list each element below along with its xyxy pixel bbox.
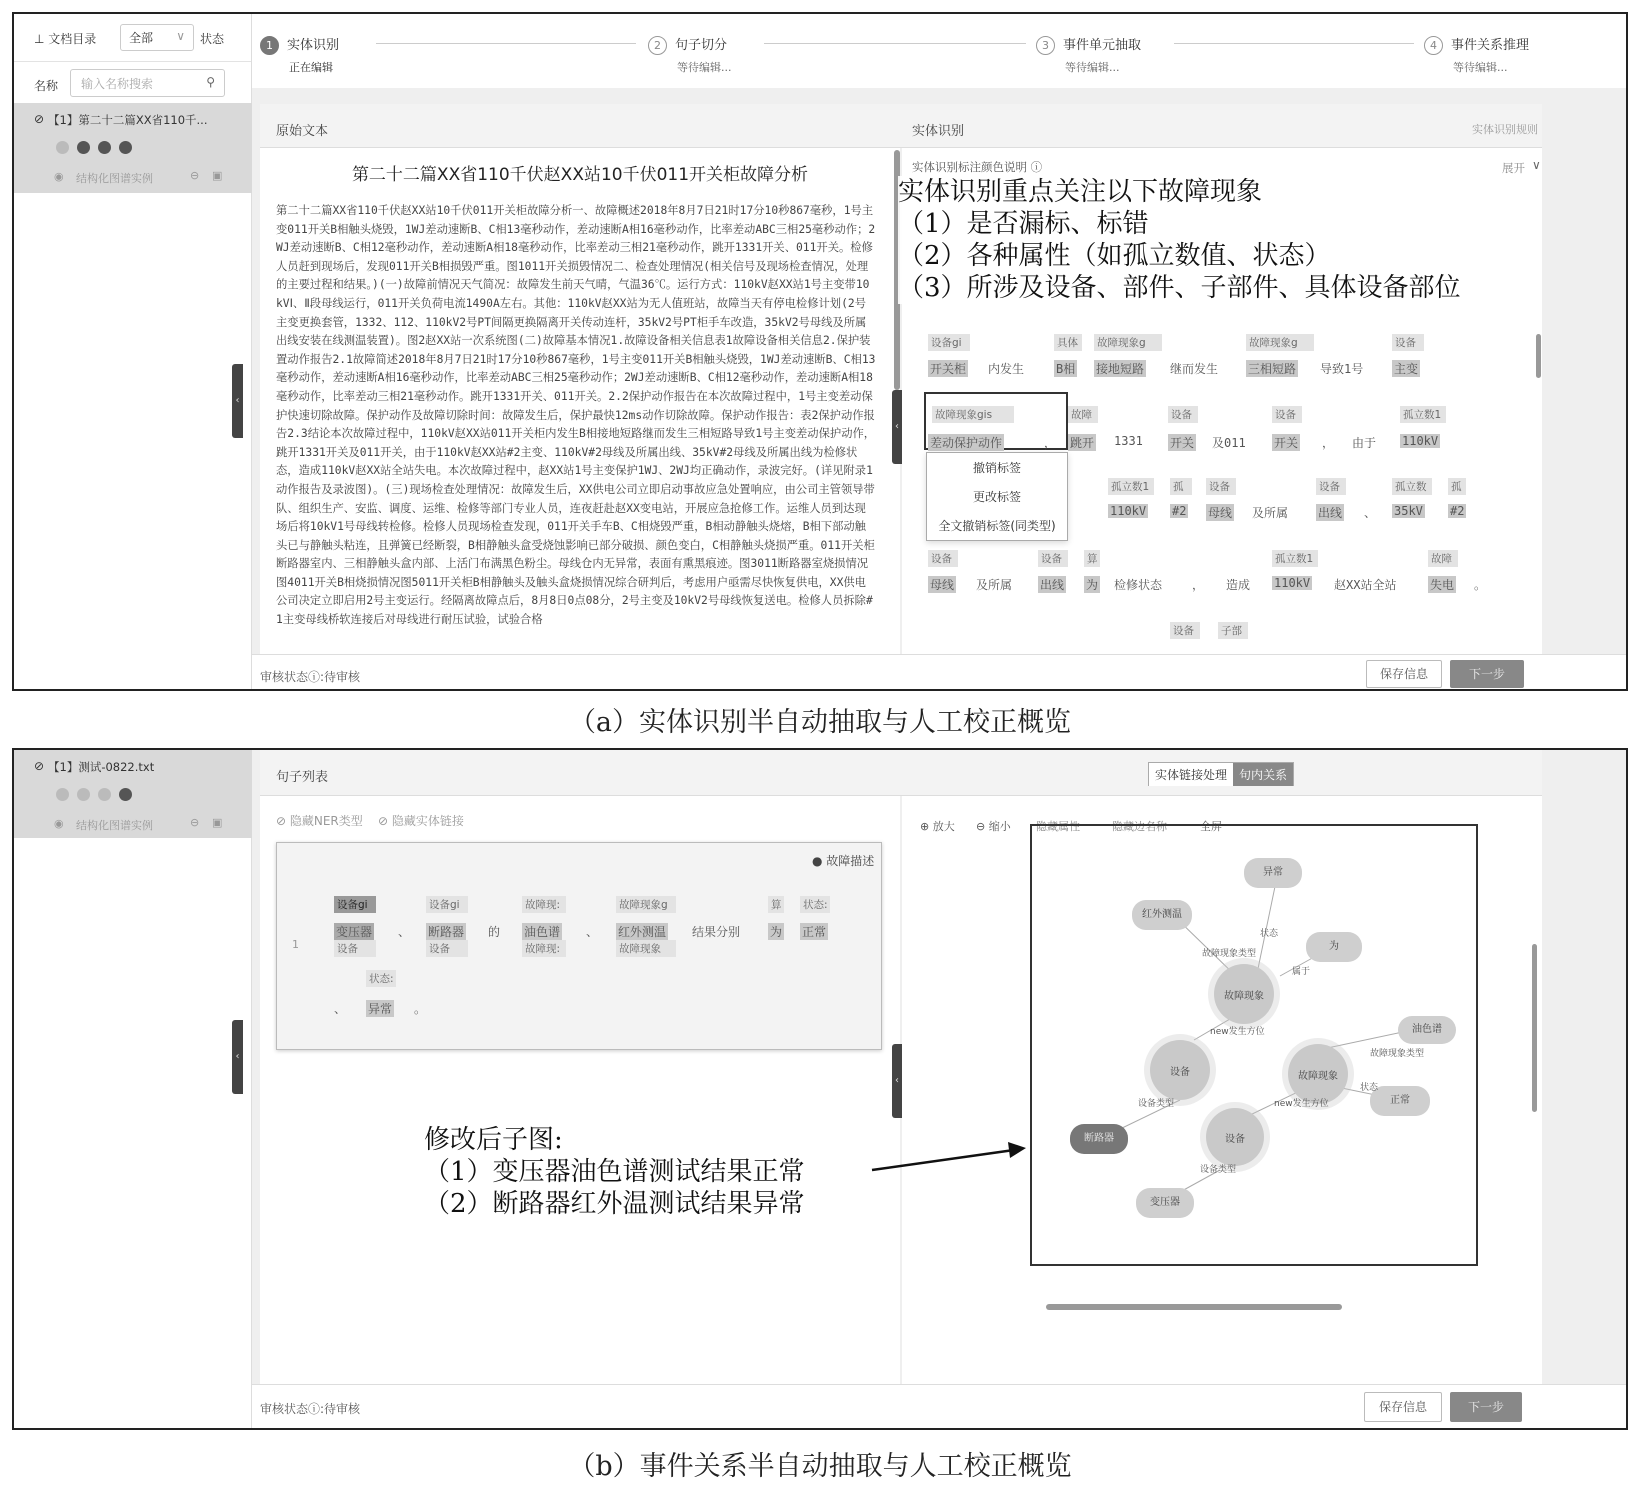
entity-token[interactable]: 异常 [368, 1002, 393, 1016]
review-status: 审核状态ⓘ:待审核 [260, 670, 361, 684]
document-title: 【1】第二十二篇XX省110千... [48, 113, 208, 127]
step-entity-recognition[interactable] [260, 34, 339, 75]
edge-label: 状态 [1360, 1083, 1379, 1093]
text-token: ， [1322, 436, 1335, 450]
expand-toggle[interactable]: 展开 [1502, 161, 1525, 175]
entity-label[interactable]: 算 [768, 896, 784, 913]
sentence-index: 1 [292, 938, 299, 951]
text-token: ， [1192, 578, 1205, 592]
progress-dot [77, 141, 90, 154]
entity-label[interactable]: 设备 [1038, 550, 1068, 567]
next-step-button[interactable]: 下一步 [1450, 1392, 1522, 1422]
entity-token[interactable]: 开关柜 [930, 362, 967, 376]
text-token: 结果分别 [692, 925, 741, 939]
edge-label: 故障现象类型 [1370, 1049, 1425, 1059]
filter-select[interactable] [120, 24, 194, 51]
entity-token[interactable]: 正常 [802, 925, 827, 939]
sidebar-collapse-handle[interactable]: ‹ [232, 364, 243, 438]
entity-label[interactable]: 设备gi [334, 896, 376, 913]
chevron-down-icon: ∨ [176, 29, 185, 43]
color-legend-label[interactable]: 实体识别标注颜色说明 ⓘ [912, 160, 1043, 174]
entity-token[interactable]: 主变 [1394, 362, 1419, 376]
annotation-line: 修改后子图: [424, 1125, 563, 1155]
entity-label[interactable]: 孤 [1448, 478, 1466, 495]
entity-token[interactable]: 变压器 [336, 925, 373, 939]
entity-label[interactable]: 孤立数1 [1108, 478, 1154, 495]
caption-a: （a）实体识别半自动抽取与人工校正概览 [568, 707, 1072, 738]
entity-token[interactable]: B相 [1056, 362, 1076, 376]
status-label[interactable]: 状态 [200, 32, 225, 46]
fullscreen-button[interactable]: 全屏 [1200, 820, 1222, 833]
text-token: 、 [398, 925, 411, 939]
annotation-line: （2）各种属性（如孤立数值、状态） [898, 241, 1331, 271]
tab-entity-link[interactable]: 实体链接处理 [1149, 763, 1233, 786]
progress-dots [56, 141, 140, 158]
entity-label[interactable]: 孤立数1 [1400, 406, 1446, 423]
text-token: 、 [1364, 506, 1377, 520]
entity-link-label[interactable]: 设备 [334, 940, 376, 957]
name-label: 名称 [34, 79, 59, 93]
graph-node-device[interactable]: 设备 [1206, 1108, 1264, 1166]
save-button[interactable]: 保存信息 [1366, 660, 1442, 688]
panel-entity-recognition [12, 12, 1628, 691]
entity-scrollbar[interactable] [1536, 334, 1541, 378]
entity-label[interactable]: 故障 [1428, 550, 1458, 567]
search-placeholder: 输入名称搜索 [81, 77, 154, 91]
annotation-line: （3）所涉及设备、部件、子部件、具体设备部位 [898, 273, 1461, 303]
entity-label[interactable]: 孤立数 [1392, 478, 1432, 495]
entity-token[interactable]: 母线 [1208, 506, 1233, 520]
text-token: ， [1044, 436, 1057, 450]
entity-token[interactable]: 开关 [1274, 436, 1299, 450]
chevron-down-icon[interactable]: ∨ [1532, 158, 1541, 172]
progress-dot [98, 141, 111, 154]
text-token: 检修状态 [1114, 578, 1163, 592]
step-number: 4 [1424, 36, 1443, 55]
remove-icon[interactable]: ⊖ [190, 169, 200, 182]
graph-node-abnormal[interactable]: 异常 [1244, 858, 1302, 888]
step-number: 2 [648, 36, 667, 55]
entity-label[interactable]: 故障 [1068, 406, 1098, 423]
graph-node-infrared-temp[interactable]: 红外测温 [1132, 900, 1192, 930]
hide-ner-label: 隐藏NER类型 [289, 814, 363, 828]
entity-label[interactable]: 故障现象g [1094, 334, 1162, 351]
entity-label[interactable]: 设备 [1316, 478, 1346, 495]
entity-label[interactable]: 设备 [1272, 406, 1302, 423]
entity-token[interactable]: 红外测温 [618, 925, 667, 939]
sidebar-toolbar [14, 14, 251, 62]
paperclip-icon: ⊘ [34, 112, 45, 126]
filter-value: 全部 [129, 31, 154, 45]
sidebar [14, 14, 252, 689]
step-connector [376, 43, 636, 44]
graph-instance-link[interactable]: 结构化图谱实例 [76, 819, 153, 832]
sentence-list-heading: 句子列表 [276, 770, 329, 785]
edge-label: 故障现象类型 [1202, 949, 1257, 959]
annotation-line: （2）断路器红外温测试结果异常 [424, 1189, 805, 1219]
text-token: 、 [334, 1002, 347, 1016]
entity-link-label[interactable]: 故障现象 [616, 940, 676, 957]
entity-label[interactable]: 设备 [1168, 406, 1198, 423]
entity-token[interactable]: 110kV [1402, 434, 1439, 448]
entity-token[interactable]: 母线 [930, 578, 955, 592]
document-heading: 第二十二篇XX省110千伏赵XX站10千伏011开关柜故障分析 [351, 165, 809, 185]
text-token: 及所属 [976, 578, 1013, 592]
step-connector [1174, 43, 1414, 44]
entity-label[interactable]: 故障现象g [616, 896, 676, 913]
entity-label[interactable]: 设备 [1392, 334, 1424, 351]
export-icon[interactable]: ▣ [212, 816, 223, 829]
sidebar-collapse-handle[interactable]: ‹ [232, 1020, 243, 1094]
search-input[interactable] [70, 69, 225, 97]
entity-token[interactable]: 为 [770, 925, 783, 939]
step-sentence-split[interactable] [648, 34, 732, 75]
entity-token[interactable]: 三相短路 [1248, 362, 1297, 376]
text-token: 赵XX站全站 [1334, 578, 1397, 592]
entity-token[interactable]: 油色谱 [524, 925, 561, 939]
eye-icon[interactable]: ◉ [54, 817, 64, 830]
step-status: 等待编辑... [677, 61, 732, 74]
edge-label: 设备类型 [1138, 1099, 1175, 1109]
edge-label: 属于 [1292, 967, 1311, 977]
entity-token[interactable]: #2 [1450, 504, 1465, 518]
document-title: 【1】测试-0822.txt [48, 760, 155, 774]
graph-node-normal[interactable]: 正常 [1370, 1086, 1430, 1116]
edge-label: new发生方位 [1210, 1027, 1265, 1037]
step-event-unit-extraction[interactable] [1036, 34, 1141, 75]
raw-text-body: 第二十二篇XX省110千伏赵XX站10千伏011开关柜故障分析一、故障概述2018年8月7日21时17分10秒867毫秒，1号主变011开关B相触头烧毁，1WJ差动速断B、C相13毫秒动作，差动速断A相16毫秒动作，比率差动ABC三相25毫秒动作；2WJ差动速断B、C相12毫秒动作，差动速断A相18毫秒动作，比率差动三相21毫秒动作，跳开1331开关、011开关。检修人员赶到现场后，发现011开关B相损毁严重。图1011开关损毁情况二、检查处理情况(相关信号及现场检查情况，处理的主要过程和结果。)(一)故障前情况天气简况：故障发生前天气晴，气温36℃。运行方式：110kV赵XX站1号主变带10kVⅠ、Ⅱ段母线运行，011开关负荷电流1490A左右。其他：110kV赵XX站为无人值班站，故障当天有停电检修计划(2号主变更换套管，1332、112、110kV2号PT间隔更换隔离开关传动连杆，35kV2号PT柜手车改造，35kV2号母线及所属出线安装在线测温装置)。图2赵XX站一次系统图(二)故障基本情况1.故障设备相关信息表1故障设备相关信息2.保护装置动作报告2.1故障简述2018年8月7日21时17分10秒867毫秒，1号主变011开关B相触头烧毁，1WJ差动速断B、C相13毫秒动作，差动速断A相16毫秒动作，比率差动ABC三相25毫秒动作；2WJ差动速断B、C相12毫秒动作，差动速断A相18毫秒动作，比率差动三相21毫秒动作。跳开1331开关、011开关。2.2保护动作报告在本次故障过程中，1号主变差动保护快速切除故障。保护动作及故障切除时间：故障发生后，保护最快12ms动作切除故障。保护动作报告：表2保护动作报告2.3结论本次故障过程中，110kV赵XX站011开关柜内发生B相接地短路继而发生三相短路导致1号主变差动保护动作，跳开1331开关及011开关，由于110kV赵XX站#2主变、110kV#2母线及所属出线、35kV#2母线及所属出线为检修状态，造成110kV赵XX站全站失电。本次故障过程中，赵XX站1号主变保护1WJ、2WJ均正确动作，录波完好。(详见附录1动作报告及录波图)。(三)现场检查处理情况：故障发生后，XX供电公司立即启动事故应急处置响应，由公司主管领导带队、组织生产、安监、调度、运维、检修等部门专业人员，连夜赶赴赵XX变电站，开展应急抢修工作。运维人员到达现场后将10kV1号母线转检修。检修人员现场检查发现，011开关手车B、C相烧毁严重，B相动静触头烧熔，B相下部动触头已与静触头粘连，且弹簧已经断裂，B相静触头盒受烧蚀影响已部分破损、颜色变白，C相静触头烧损严重。011开关柜断路器室内、三相静触头盒内部、上活门布满黑色粉尘。母线仓内无异常，表面有熏黑痕迹。图3011断路器室烧损情况图4011开关B相烧损情况图5011开关柜B相静触头及触头盒烧损情况综合研判后，考虑用户亟需尽快恢复供电，XX供电公司决定立即启用2号主变运行。经隔离故障点后，8月8日0点08分，2号主变及10kV2号母线恢复送电。检修人员拆除#1主变母线桥软连接后对母线进行耐压试验，试验合格 [276, 204, 876, 627]
graph-node-transformer[interactable]: 变压器 [1136, 1188, 1194, 1218]
text-token: 的 [488, 925, 501, 939]
progress-dot [119, 141, 132, 154]
fault-description-tag: ● 故障描述 [812, 854, 875, 868]
entity-rules-link[interactable]: 实体识别规则 [1472, 123, 1538, 136]
step-label: 事件单元抽取 [1063, 38, 1142, 53]
step-status: 等待编辑... [1065, 61, 1120, 74]
annotation-line: （1）是否漏标、标错 [898, 209, 1149, 239]
annotation-arrow [14, 750, 1628, 1430]
edge-label: 设备类型 [1200, 1165, 1237, 1175]
entity-label[interactable]: 状态: [366, 970, 396, 987]
annotation-line: （1）变压器油色谱测试结果正常 [424, 1157, 805, 1187]
entity-token[interactable]: 失电 [1430, 578, 1455, 592]
entity-token[interactable]: 出线 [1318, 506, 1343, 520]
step-number: 1 [260, 36, 279, 55]
graph-node-wei[interactable]: 为 [1306, 932, 1362, 962]
text-token: 继而发生 [1170, 362, 1219, 376]
zoom-in-button[interactable]: ⊕ 放大 [920, 820, 955, 833]
graph-node-fault-phenomenon[interactable]: 故障现象 [1288, 1044, 1348, 1104]
entity-label[interactable]: 故障现: [522, 896, 566, 913]
zoom-out-button[interactable]: ⊖ 缩小 [976, 820, 1011, 833]
hide-edge-names-button[interactable]: 隐藏边名称 [1112, 820, 1167, 833]
document-list-item[interactable] [14, 103, 252, 193]
step-status: 等待编辑... [1453, 61, 1508, 74]
text-token: 内发生 [988, 362, 1025, 376]
step-number: 3 [1036, 36, 1055, 55]
edge-label: 状态 [1260, 929, 1279, 939]
entity-label[interactable]: 具体 [1054, 334, 1082, 351]
annotation-focus-note [898, 176, 1461, 304]
entity-label[interactable]: 设备gi [426, 896, 468, 913]
hide-ner-toggle[interactable]: ⊘ 隐藏NER类型 [276, 814, 363, 828]
entity-label[interactable]: 设备 [1170, 622, 1200, 639]
entity-heading: 实体识别 [912, 124, 965, 139]
entity-link-label[interactable]: 设备 [426, 940, 468, 957]
entity-label[interactable]: 故障现象g [1246, 334, 1314, 351]
entity-label[interactable]: 设备gi [928, 334, 970, 351]
entity-token[interactable]: 断路器 [428, 925, 465, 939]
entity-token[interactable]: 110kV [1110, 504, 1147, 518]
hide-entity-link-label: 隐藏实体链接 [391, 814, 464, 828]
raw-text-heading: 原始文本 [276, 124, 329, 139]
panel-collapse-handle[interactable]: ‹ [892, 390, 902, 464]
panel-event-relation [12, 748, 1628, 1430]
panel-collapse-handle[interactable]: ‹ [892, 1044, 902, 1118]
text-token: 由于 [1352, 436, 1377, 450]
hide-entity-link-toggle[interactable]: ⊘ 隐藏实体链接 [378, 814, 464, 828]
edge-label: new发生方位 [1274, 1099, 1329, 1109]
step-label: 句子切分 [675, 38, 728, 53]
text-token: 。 [1474, 578, 1487, 592]
entity-context-menu [926, 452, 1068, 541]
tab-intra-sentence-relation[interactable]: 句内关系 [1233, 763, 1293, 786]
text-token: 、 [586, 925, 599, 939]
entity-token[interactable]: 跳开 [1070, 436, 1095, 450]
hide-attributes-button[interactable]: 隐藏属性 [1036, 820, 1080, 833]
text-token: 及011 [1212, 436, 1246, 450]
step-connector [764, 43, 1026, 44]
entity-token[interactable]: 差动保护动作 [930, 436, 1003, 450]
entity-link-label[interactable]: 故障现: [522, 940, 566, 957]
text-token: 。 [414, 1002, 427, 1016]
entity-label[interactable]: 子部 [1218, 622, 1248, 639]
graph-node-oil-chromatography[interactable]: 油色谱 [1398, 1016, 1456, 1044]
text-token: 及所属 [1252, 506, 1289, 520]
text-token: 导致1号 [1320, 362, 1364, 376]
entity-label[interactable]: 算 [1084, 550, 1100, 567]
entity-token[interactable]: 开关 [1170, 436, 1195, 450]
entity-label[interactable]: 故障现象gis [932, 406, 1014, 423]
entity-token[interactable]: 为 [1086, 578, 1099, 592]
menu-item-remove-all-labels[interactable]: 全文撤销标签(同类型) [938, 519, 1056, 533]
entity-token[interactable]: #2 [1172, 504, 1187, 518]
search-icon: ⚲ [206, 75, 215, 89]
entity-label[interactable]: 孤 [1170, 478, 1192, 495]
graph-instance-link[interactable]: 结构化图谱实例 [76, 172, 153, 185]
entity-label[interactable]: 孤立数1 [1272, 550, 1318, 567]
step-status: 正在编辑 [289, 61, 333, 74]
menu-item-change-label[interactable]: 更改标签 [972, 490, 1021, 504]
text-token: 1331 [1114, 434, 1143, 448]
export-icon[interactable]: ▣ [212, 169, 223, 182]
text-token: 造成 [1226, 578, 1251, 592]
step-event-relation-reasoning[interactable] [1424, 34, 1529, 75]
save-button[interactable]: 保存信息 [1364, 1392, 1442, 1422]
paperclip-icon: ⊘ [34, 759, 45, 773]
entity-label[interactable]: 设备 [1206, 478, 1236, 495]
entity-token[interactable]: 35kV [1394, 504, 1423, 518]
entity-token[interactable]: 接地短路 [1096, 362, 1145, 376]
panel-head-bg [260, 104, 1542, 148]
step-label: 事件关系推理 [1451, 38, 1530, 53]
caption-b: （b）事件关系半自动抽取与人工校正概览 [568, 1451, 1072, 1482]
step-label: 实体识别 [287, 38, 340, 53]
review-status: 审核状态ⓘ:待审核 [260, 1402, 361, 1416]
menu-item-remove-label[interactable]: 撤销标签 [972, 461, 1021, 475]
entity-label[interactable]: 设备 [928, 550, 958, 567]
graph-node-fault-phenomenon[interactable]: 故障现象 [1214, 964, 1274, 1024]
remove-icon[interactable]: ⊖ [190, 816, 200, 829]
annotation-line: 实体识别重点关注以下故障现象 [898, 177, 1263, 207]
progress-dot [56, 141, 69, 154]
graph-node-device[interactable]: 设备 [1150, 1040, 1210, 1100]
entity-token[interactable]: 110kV [1274, 576, 1311, 590]
eye-icon[interactable]: ◉ [54, 170, 64, 183]
entity-token[interactable]: 出线 [1040, 578, 1065, 592]
entity-label[interactable]: 状态: [800, 896, 830, 913]
next-step-button[interactable]: 下一步 [1450, 660, 1524, 688]
doc-directory-button[interactable]: ⊥ 文档目录 [34, 32, 97, 46]
graph-node-breaker[interactable]: 断路器 [1070, 1124, 1128, 1154]
